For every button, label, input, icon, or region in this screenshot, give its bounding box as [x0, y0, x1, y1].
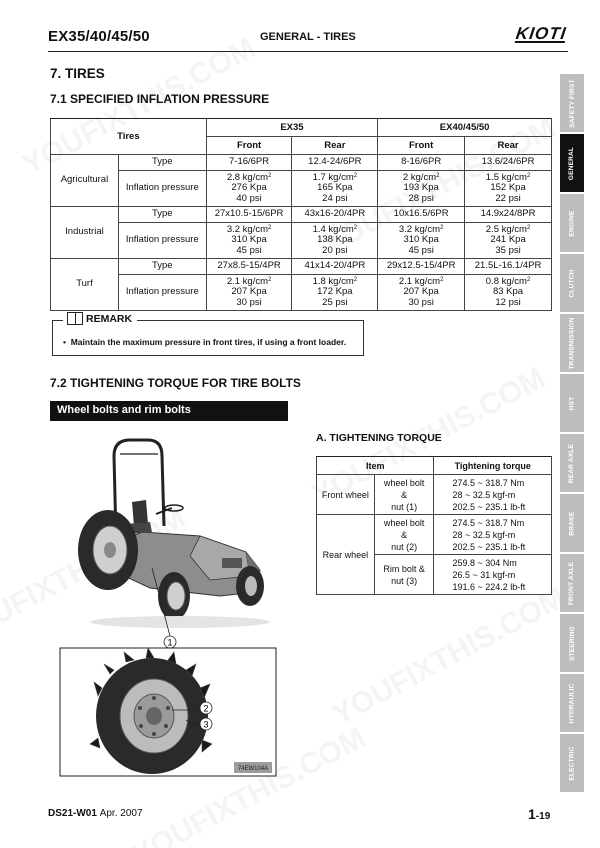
tire-type: 29x12.5-15/4PR: [378, 259, 465, 275]
category-cell: Agricultural: [51, 155, 119, 207]
doc-date: Apr. 2007: [99, 808, 143, 819]
tire-type: 12.4-24/6PR: [292, 155, 378, 171]
tab-rear-axle[interactable]: REAR AXLE: [560, 434, 584, 492]
table-row: [317, 475, 552, 515]
table-row: [51, 275, 552, 311]
tab-brake[interactable]: BRAKE: [560, 494, 584, 552]
remark-text: • Maintain the maximum pressure in front tires, if using a front loader.: [63, 337, 347, 347]
torque-values: 274.5 ~ 318.7 Nm 28 ~ 32.5 kgf-m 202.5 ~ 235.1 lb-ft: [434, 515, 552, 555]
rear-header: Rear: [292, 137, 378, 155]
pressure-cell: 2 $kg/cm^2$ 193 Kpa 28 psi: [378, 171, 465, 207]
figure-code: 74EW104A: [237, 766, 269, 772]
inflation-label: Inflation pressure: [118, 275, 206, 311]
type-label: Type: [118, 207, 206, 223]
table-row: [51, 207, 552, 223]
tab-clutch[interactable]: CLUTCH: [560, 254, 584, 312]
category-cell: Industrial: [51, 207, 119, 259]
front-header: Front: [206, 137, 292, 155]
tire-type: 8-16/6PR: [378, 155, 465, 171]
tab-general[interactable]: GENERAL: [560, 134, 584, 192]
remark-box: [52, 312, 364, 356]
tractor-illustration: [78, 440, 270, 628]
footer-doc-info: [48, 808, 143, 819]
watermark: [327, 581, 571, 732]
page-number: 1-19: [528, 806, 551, 822]
doc-number: DS21-W01: [48, 808, 97, 819]
table-row: [51, 155, 552, 171]
inflation-label: Inflation pressure: [118, 223, 206, 259]
pressure-cell: 1.4 $kg/cm^2$ 138 Kpa 20 psi: [292, 223, 378, 259]
rear-wheel-label: Rear wheel: [317, 515, 375, 595]
tab-steering[interactable]: STEERING: [560, 614, 584, 672]
ex40-header: EX40/45/50: [378, 119, 552, 137]
part-cell: Rim bolt & nut (3): [374, 555, 434, 595]
tab-hst[interactable]: HST: [560, 374, 584, 432]
tire-type: 27x8.5-15/4PR: [206, 259, 292, 275]
part-cell: wheel bolt & nut (2): [374, 515, 434, 555]
tire-type: 21.5L-16.1/4PR: [465, 259, 552, 275]
callout-2: 2: [203, 703, 209, 714]
kioti-logo: KIOTI: [514, 24, 568, 43]
pressure-cell: 2.1 $kg/cm^2$ 207 Kpa 30 psi: [206, 275, 292, 311]
table-row: [51, 223, 552, 259]
type-label: Type: [118, 259, 206, 275]
tab-electric[interactable]: ELECTRIC: [560, 734, 584, 792]
subsection-title-inflation: 7.1 SPECIFIED INFLATION PRESSURE: [50, 92, 270, 106]
tires-header: Tires: [51, 119, 207, 155]
wheel-bolts-banner: Wheel bolts and rim bolts: [50, 401, 288, 421]
table-row: [51, 259, 552, 275]
tire-type: 41x14-20/4PR: [292, 259, 378, 275]
pressure-cell: 2.8 $kg/cm^2$ 276 Kpa 40 psi: [206, 171, 292, 207]
remark-title: REMARK: [86, 312, 133, 325]
inflation-label: Inflation pressure: [118, 171, 206, 207]
section-tabs: [560, 74, 584, 788]
section-title: 7. TIRES: [50, 66, 105, 81]
category-cell: Turf: [51, 259, 119, 311]
page-header: [48, 24, 568, 52]
table-row: [51, 171, 552, 207]
tab-hydraulic[interactable]: HYDRAULIC: [560, 674, 584, 732]
book-icon: [67, 312, 83, 325]
tractor-figure: [50, 426, 286, 790]
tire-type: 7-16/6PR: [206, 155, 292, 171]
pressure-cell: 1.7 $kg/cm^2$ 165 Kpa 24 psi: [292, 171, 378, 207]
section-label: GENERAL - TIRES: [260, 31, 356, 43]
tire-type: 13.6/24/6PR: [465, 155, 552, 171]
pressure-cell: 1.8 $kg/cm^2$ 172 Kpa 25 psi: [292, 275, 378, 311]
item-header: Item: [317, 457, 434, 475]
tab-front-axle[interactable]: FRONT AXLE: [560, 554, 584, 612]
front-wheel-label: Front wheel: [317, 475, 375, 515]
tire-type: 14.9x24/8PR: [465, 207, 552, 223]
ex35-header: EX35: [206, 119, 378, 137]
tab-safety-first[interactable]: SAFETY FIRST: [560, 74, 584, 132]
pressure-cell: 0.8 $kg/cm^2$ 83 Kpa 12 psi: [465, 275, 552, 311]
callout-3: 3: [203, 719, 209, 730]
pressure-cell: 1.5 $kg/cm^2$ 152 Kpa 22 psi: [465, 171, 552, 207]
tab-engine[interactable]: ENGINE: [560, 194, 584, 252]
remark-header: [63, 312, 136, 325]
pressure-cell: 2.1 $kg/cm^2$ 207 Kpa 30 psi: [378, 275, 465, 311]
front-header: Front: [378, 137, 465, 155]
tire-type: 43x16-20/4PR: [292, 207, 378, 223]
torque-title: A. TIGHTENING TORQUE: [316, 432, 442, 444]
pressure-cell: 2.5 $kg/cm^2$ 241 Kpa 35 psi: [465, 223, 552, 259]
tightening-torque-table: [316, 456, 552, 595]
pressure-cell: 3.2 $kg/cm^2$ 310 Kpa 45 psi: [206, 223, 292, 259]
table-row: [317, 515, 552, 555]
tire-type: 10x16.5/6PR: [378, 207, 465, 223]
torque-header: Tightening torque: [434, 457, 552, 475]
subsection-title-torque: 7.2 TIGHTENING TORQUE FOR TIRE BOLTS: [50, 376, 301, 390]
type-label: Type: [118, 155, 206, 171]
tire-type: 27x10.5-15/6PR: [206, 207, 292, 223]
tab-transmission[interactable]: TRANSMISSION: [560, 314, 584, 372]
pressure-cell: 3.2 $kg/cm^2$ 310 Kpa 45 psi: [378, 223, 465, 259]
rear-header: Rear: [465, 137, 552, 155]
torque-values: 259.8 ~ 304 Nm 26.5 ~ 31 kgf-m 191.6 ~ 224.2 lb-ft: [434, 555, 552, 595]
inflation-pressure-table: [50, 118, 552, 311]
torque-values: 274.5 ~ 318.7 Nm 28 ~ 32.5 kgf-m 202.5 ~ 235.1 lb-ft: [434, 475, 552, 515]
part-cell: wheel bolt & nut (1): [374, 475, 434, 515]
model-title: EX35/40/45/50: [48, 28, 150, 45]
callout-1: 1: [167, 637, 173, 648]
